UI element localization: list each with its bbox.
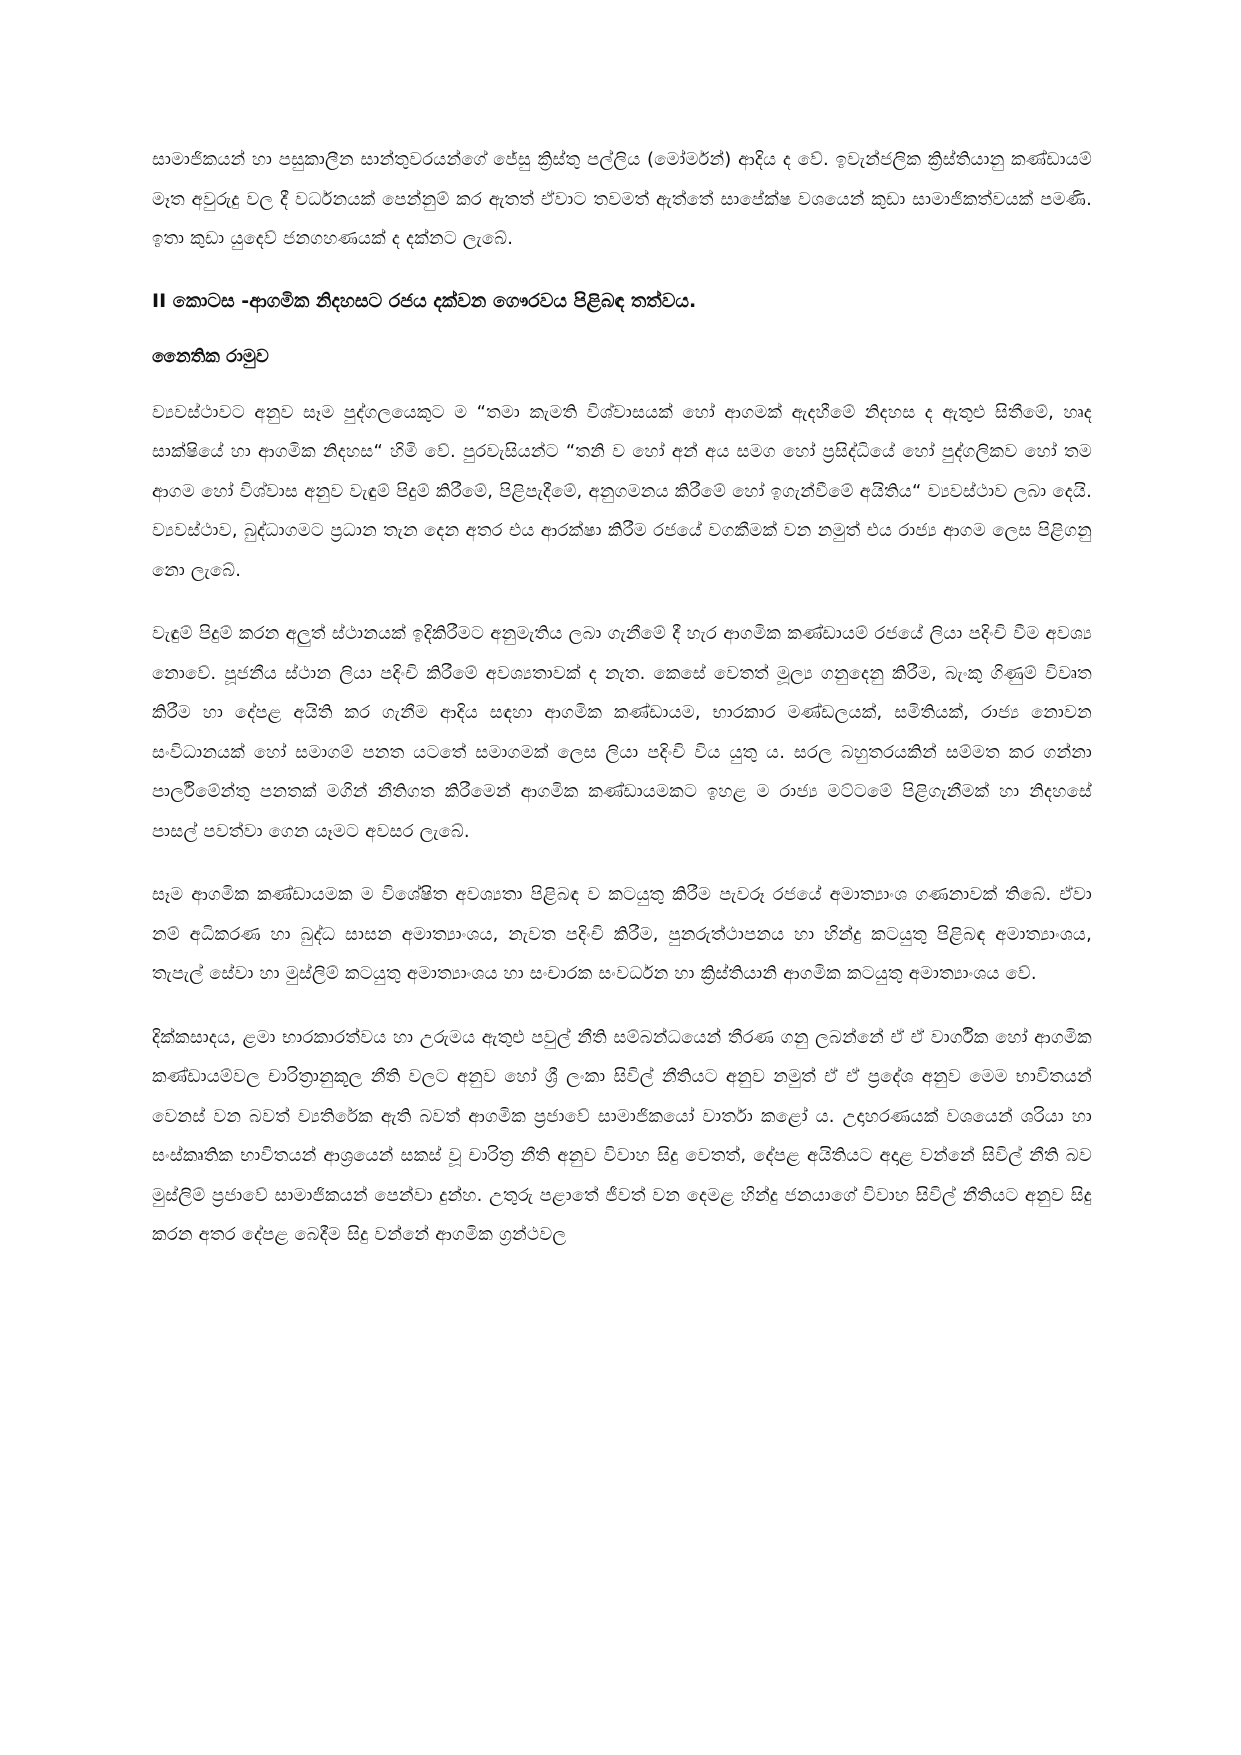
paragraph-constitution: ව්‍යවස්ථාවට අනුව සෑම පුද්ගලයෙකුට ම “තමා කැමති විශ්වාසයක් හෝ ආගමක් ඇදහීමේ නිදහස ද ඇතුළු සිතීමේ, හෘද සාක්ෂියේ හා ආගමික නිදහස“ හිමි වේ. පුරවැසියන්ට “තනි ව හෝ අන් අය සමග හෝ ප්‍රසිද්ධියේ හෝ පුද්ගලිකව හෝ තම ආගම හෝ විශ්වාස අනුව වැඳුම් පිදුම් කිරීමේ, පිළිපැදීමේ, අනුගමනය කිරීමේ හෝ ඉගැන්වීමේ අයිතිය“ ව්‍යවස්ථාව ලබා දෙයි. ව්‍යවස්ථාව, බුද්ධාගමට ප්‍රධාන තැන දෙන අතර එය ආරක්ෂා කිරීම රජයේ වගකීමක් වන නමුත් එය රාජ්‍ය ආගම ලෙස පිළිගනු නො ලැබේ.	[152, 401, 1092, 581]
subheading-legal-framework: නෛතික රාමුව	[152, 345, 269, 367]
paragraph-family-law: දික්කසාදය, ළමා භාරකාරත්වය හා උරුමය ඇතුළු පවුල් නීති සම්බන්ධයෙන් තීරණ ගනු ලබන්නේ ඒ ඒ වාර්ගික හෝ ආගමික කණ්ඩායම්වල චාරිත්‍රානුකූල නීති වලට අනුව හෝ ශ්‍රී ලංකා සිවිල් නීතියට අනුව නමුත් ඒ ඒ ප්‍රදේශ අනුව මෙම භාවිතයන් වෙනස් වන බවත් ව්‍යතිරේක ඇති බවත් ආගමික ප්‍රජාවේ සාමාජිකයෝ වාර්තා කළෝ ය. උදාහරණයක් වශයෙන් ශරියා හා සංස්කෘතික භාවිතයන් ආශ්‍රයෙන් සකස් වූ චාරිත්‍ර නීති අනුව විවාහ සිදු වෙතත්, දේපළ අයිතියට අදාළ වන්නේ සිවිල් නීති බව මුස්ලිම් ප්‍රජාවේ සාමාජිකයන් පෙන්වා දුන්හ. උතුරු පළාතේ ජීවත් වන දෙමළ හින්දු ජනයාගේ විවාහ සිවිල් නීතියට අනුව සිදු කරන අතර දේපළ බෙදීම සිදු වන්නේ ආගමික ග්‍රන්ථවල	[152, 1026, 1092, 1245]
document-page	[152, 140, 1092, 1255]
paragraph-ministries: සෑම ආගමික කණ්ඩායමක ම විශේෂිත අවශ්‍යතා පිළිබඳ ව කටයුතු කිරීම පැවරූ රජයේ අමාත්‍යාංශ ගණනාවක් තිබේ. ඒවා නම් අධිකරණ හා බුද්ධ සාසන අමාත්‍යාංශය, නැවත පදිංචි කිරීම, පුනරුත්ථාපනය හා හින්දු කටයුතු පිළිබඳ අමාත්‍යාංශය, තැපැල් සේවා හා මුස්ලිම් කටයුතු අමාත්‍යාංශය හා සංචාරක සංවර්ධන හා ක්‍රිස්තියානි ආගමික කටයුතු අමාත්‍යාංශය වේ.	[152, 884, 1092, 984]
paragraph-intro: සාමාජිකයන් හා පසුකාලීන සාන්තුවරයන්ගේ ජේසු ක්‍රිස්තු පල්ලිය (මෝර්මන්) ආදිය ද වේ. ඉවැන්ජලික ක්‍රිස්තියානු කණ්ඩායම් මෑත අවුරුදු වල දී වර්ධනයක් පෙන්නුම් කර ඇතත් ඒවාට තවමත් ඇත්තේ සාපේක්ෂ වශයෙන් කුඩා සාමාජිකත්වයක් පමණි. ඉතා කුඩා යුදෙව් ජනගහණයක් ද දක්නට ලැබේ.	[152, 149, 1092, 249]
section-heading: II කොටස -ආගමික නිදහසට රජය දක්වන ගෞරවය පිළිබඳ තත්වය.	[152, 289, 697, 312]
paragraph-registration: වැඳුම් පිදුම් කරන අලුත් ස්ථානයක් ඉදිකිරීමට අනුමැතිය ලබා ගැනීමේ දී හැර ආගමික කණ්ඩායම් රජයේ ලියා පදිංචි වීම අවශ්‍ය නොවේ. පූජනීය ස්ථාන ලියා පදිංචි කිරීමේ අවශ්‍යතාවක් ද නැත. කෙසේ වෙතත් මූල්‍ය ගනුදෙනු කිරීම, බැංකු ගිණුම් විවෘත කිරීම හා දේපළ අයිති කර ගැනීම ආදිය සඳහා ආගමික කණ්ඩායම, භාරකාර මණ්ඩලයක්, සමිතියක්, රාජ්‍ය නොවන සංවිධානයක් හෝ සමාගම් පනත යටතේ සමාගමක් ලෙස ලියා පදිංචි විය යුතු ය. සරල බහුතරයකින් සම්මත කර ගන්නා පාර්ලිමේන්තු පනතක් මගින් නීතිගත කිරීමෙන් ආගමික කණ්ඩායමකට ඉහළ ම රාජ්‍ය මට්ටමේ පිළිගැනීමක් හා නිදහසේ පාසල් පවත්වා ගෙන යෑමට අවසර ලැබේ.	[152, 623, 1092, 842]
